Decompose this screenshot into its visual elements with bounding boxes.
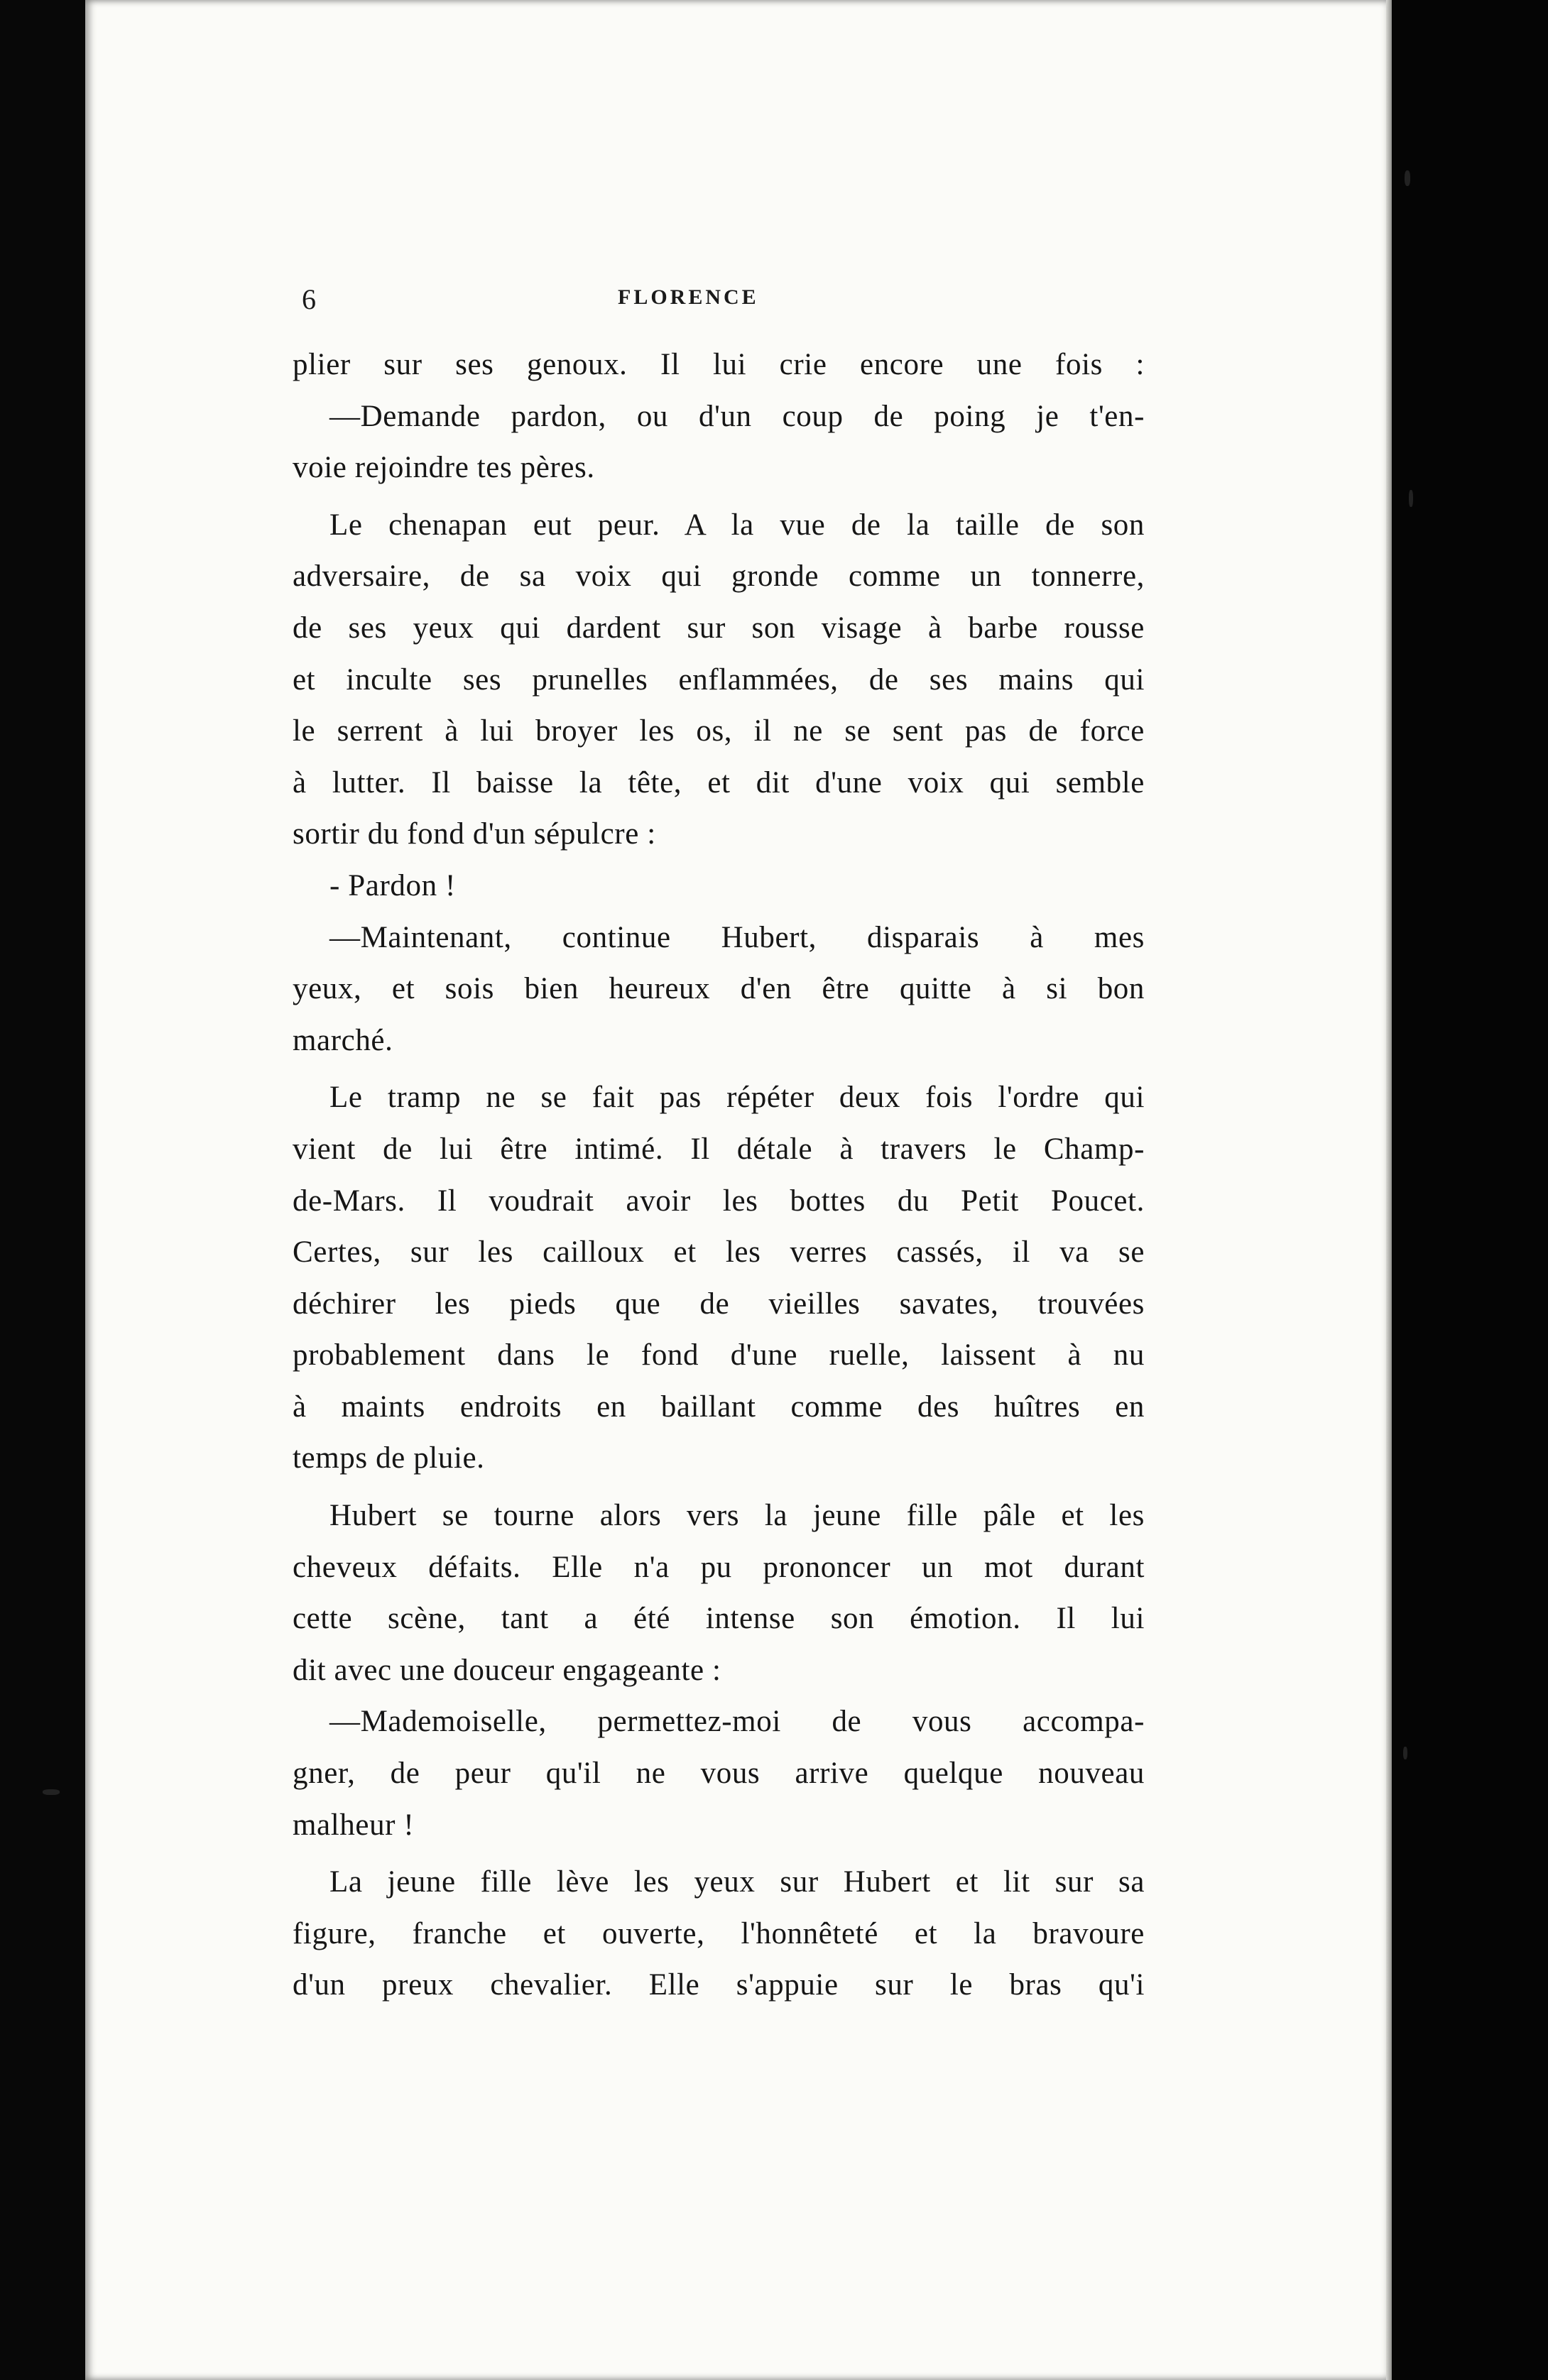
text-line: d'un preux chevalier. Elle s'appuie sur le bras qu'i [293,1968,1145,2002]
spine-mark [1409,490,1413,507]
text-line: yeux, et sois bien heureux d'en être quitte à si bon [293,972,1145,1006]
spine-mark [1403,1747,1407,1759]
text-line: à lutter. Il baisse la tête, et dit d'une voix qui semble [293,765,1145,799]
text-line: figure, franche et ouverte, l'honnêteté et la bravoure [293,1916,1145,1950]
text-line: cette scène, tant a été intense son émotion. Il lui [293,1602,1145,1636]
text-line: Le tramp ne se fait pas répéter deux fois l'ordre qui [329,1081,1145,1115]
text-line: Le chenapan eut peur. A la vue de la taille de son [329,508,1145,542]
text-line: La jeune fille lève les yeux sur Hubert et lit sur sa [329,1865,1145,1899]
spine-mark [1405,170,1410,186]
text-line: - Pardon ! [329,868,456,902]
text-line: —Mademoiselle, permettez-moi de vous accompa- [329,1705,1145,1739]
text-line: adversaire, de sa voix qui gronde comme un tonnerre, [293,559,1145,594]
body-text [293,339,1145,2011]
text-line: —Demande pardon, ou d'un coup de poing je t'en- [329,399,1145,433]
text-line: probablement dans le fond d'une ruelle, laissent à nu [293,1338,1145,1372]
text-line: vient de lui être intimé. Il détale à travers le Champ- [293,1132,1145,1166]
text-line: malheur ! [293,1808,415,1842]
text-line: temps de pluie. [293,1441,485,1475]
text-line: voie rejoindre tes pères. [293,451,595,485]
text-line: de ses yeux qui dardent sur son visage à barbe rousse [293,611,1145,645]
text-line: plier sur ses genoux. Il lui crie encore une fois : [293,348,1145,381]
text-line: cheveux défaits. Elle n'a pu prononcer un mot durant [293,1550,1145,1584]
text-line: à maints endroits en baillant comme des huîtres en [293,1390,1145,1424]
spine-mark [43,1789,60,1795]
text-line: le serrent à lui broyer les os, il ne se sent pas de force [293,714,1145,748]
scan-margin-right [1392,0,1548,2380]
text-line: —Maintenant, continue Hubert, disparais à mes [329,920,1145,954]
text-line: déchirer les pieds que de vieilles savates, trouvées [293,1287,1145,1321]
text-line: sortir du fond d'un sépulcre : [293,817,656,851]
text-line: gner, de peur qu'il ne vous arrive quelque nouveau [293,1757,1145,1791]
text-line: marché. [293,1023,393,1057]
text-line: Certes, sur les cailloux et les verres cassés, il va se [293,1235,1145,1270]
running-title: FLORENCE [618,285,759,309]
page-number: 6 [302,283,316,315]
text-line: de-Mars. Il voudrait avoir les bottes du Petit Poucet. [293,1184,1145,1218]
text-line: Hubert se tourne alors vers la jeune fille pâle et les [329,1499,1145,1533]
text-line: et inculte ses prunelles enflammées, de ses mains qui [293,662,1145,697]
running-head [302,283,1154,318]
text-line: dit avec une douceur engageante : [293,1653,721,1687]
